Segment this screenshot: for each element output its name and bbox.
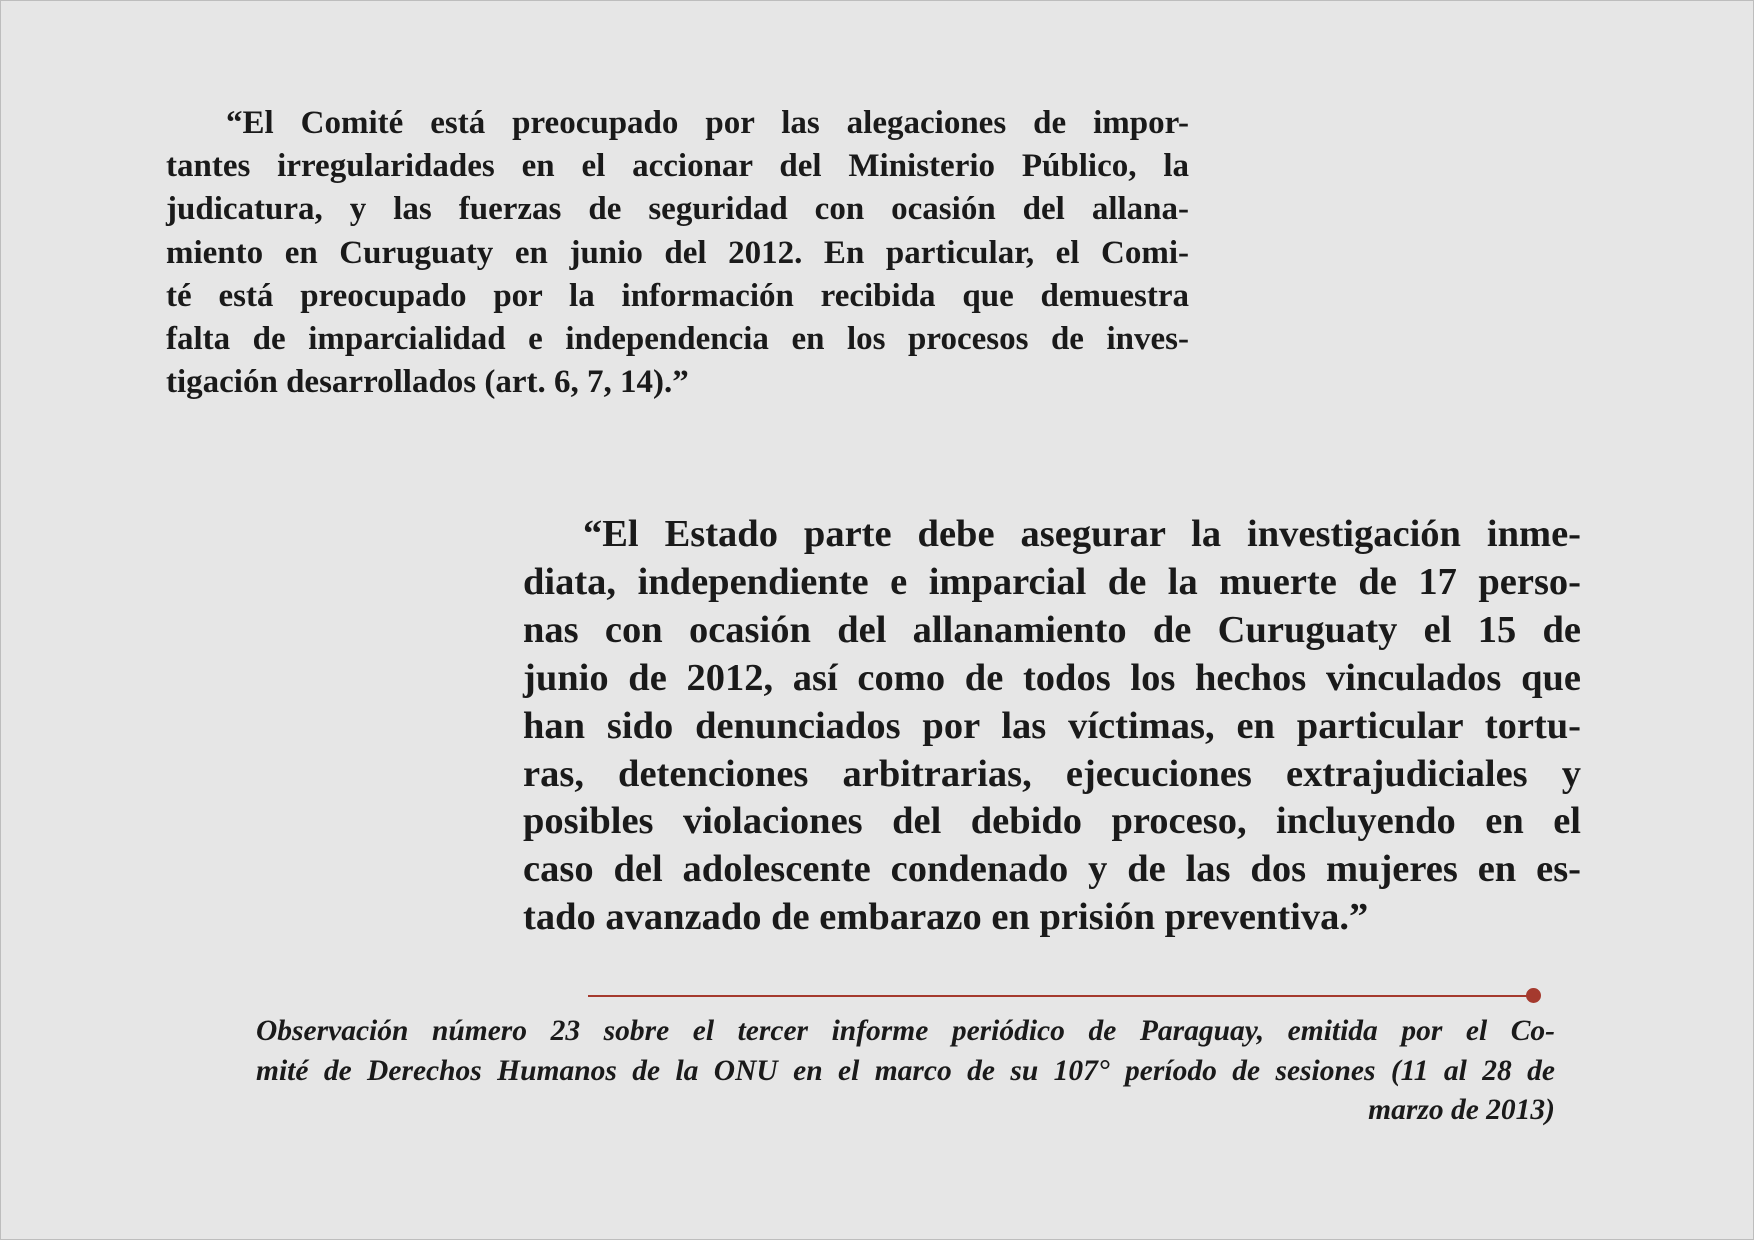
quote-state-obligation xyxy=(523,511,1581,942)
quote1-line: té está preocupado por la información recibida que demuestra xyxy=(166,277,1189,314)
quote2-line: han sido denunciados por las víctimas, en particular tortu- xyxy=(523,704,1581,747)
quote1-line: tigación desarrollados (art. 6, 7, 14).” xyxy=(166,364,689,401)
quote1-line: miento en Curuguaty en junio del 2012. En particular, el Comi- xyxy=(166,234,1189,271)
quote2-line: “El Estado parte debe asegurar la investigación inme- xyxy=(583,513,1581,555)
quote2-line: nas con ocasión del allanamiento de Curuguaty el 15 de xyxy=(523,608,1581,651)
citation-line: marzo de 2013) xyxy=(1368,1094,1555,1126)
quote2-line: junio de 2012, así como de todos los hechos vinculados que xyxy=(523,656,1581,699)
citation-line: Observación número 23 sobre el tercer informe periódico de Paraguay, emitida por el Co- xyxy=(256,1015,1555,1047)
citation-source xyxy=(256,1012,1555,1131)
quote-committee-concern xyxy=(166,102,1189,404)
quote2-line: ras, detenciones arbitrarias, ejecuciones extrajudiciales y xyxy=(523,752,1581,795)
quote2-line: diata, independiente e imparcial de la muerte de 17 perso- xyxy=(523,560,1581,603)
quote2-line: tado avanzado de embarazo en prisión preventiva.” xyxy=(523,896,1369,939)
citation-line: mité de Derechos Humanos de la ONU en el marco de su 107° período de sesiones (11 al 28 de xyxy=(256,1054,1555,1087)
citation-divider-line xyxy=(588,995,1540,997)
quote1-line: falta de imparcialidad e independencia en los procesos de inves- xyxy=(166,321,1189,358)
quote2-line: caso del adolescente condenado y de las dos mujeres en es- xyxy=(523,848,1581,891)
quote2-line: posibles violaciones del debido proceso, incluyendo en el xyxy=(523,800,1581,843)
quote1-line: “El Comité está preocupado por las alegaciones de impor- xyxy=(226,105,1189,141)
citation-divider-dot xyxy=(1526,988,1541,1003)
quote1-line: judicatura, y las fuerzas de seguridad con ocasión del allana- xyxy=(166,191,1189,228)
quote1-line: tantes irregularidades en el accionar del Ministerio Público, la xyxy=(166,148,1189,185)
